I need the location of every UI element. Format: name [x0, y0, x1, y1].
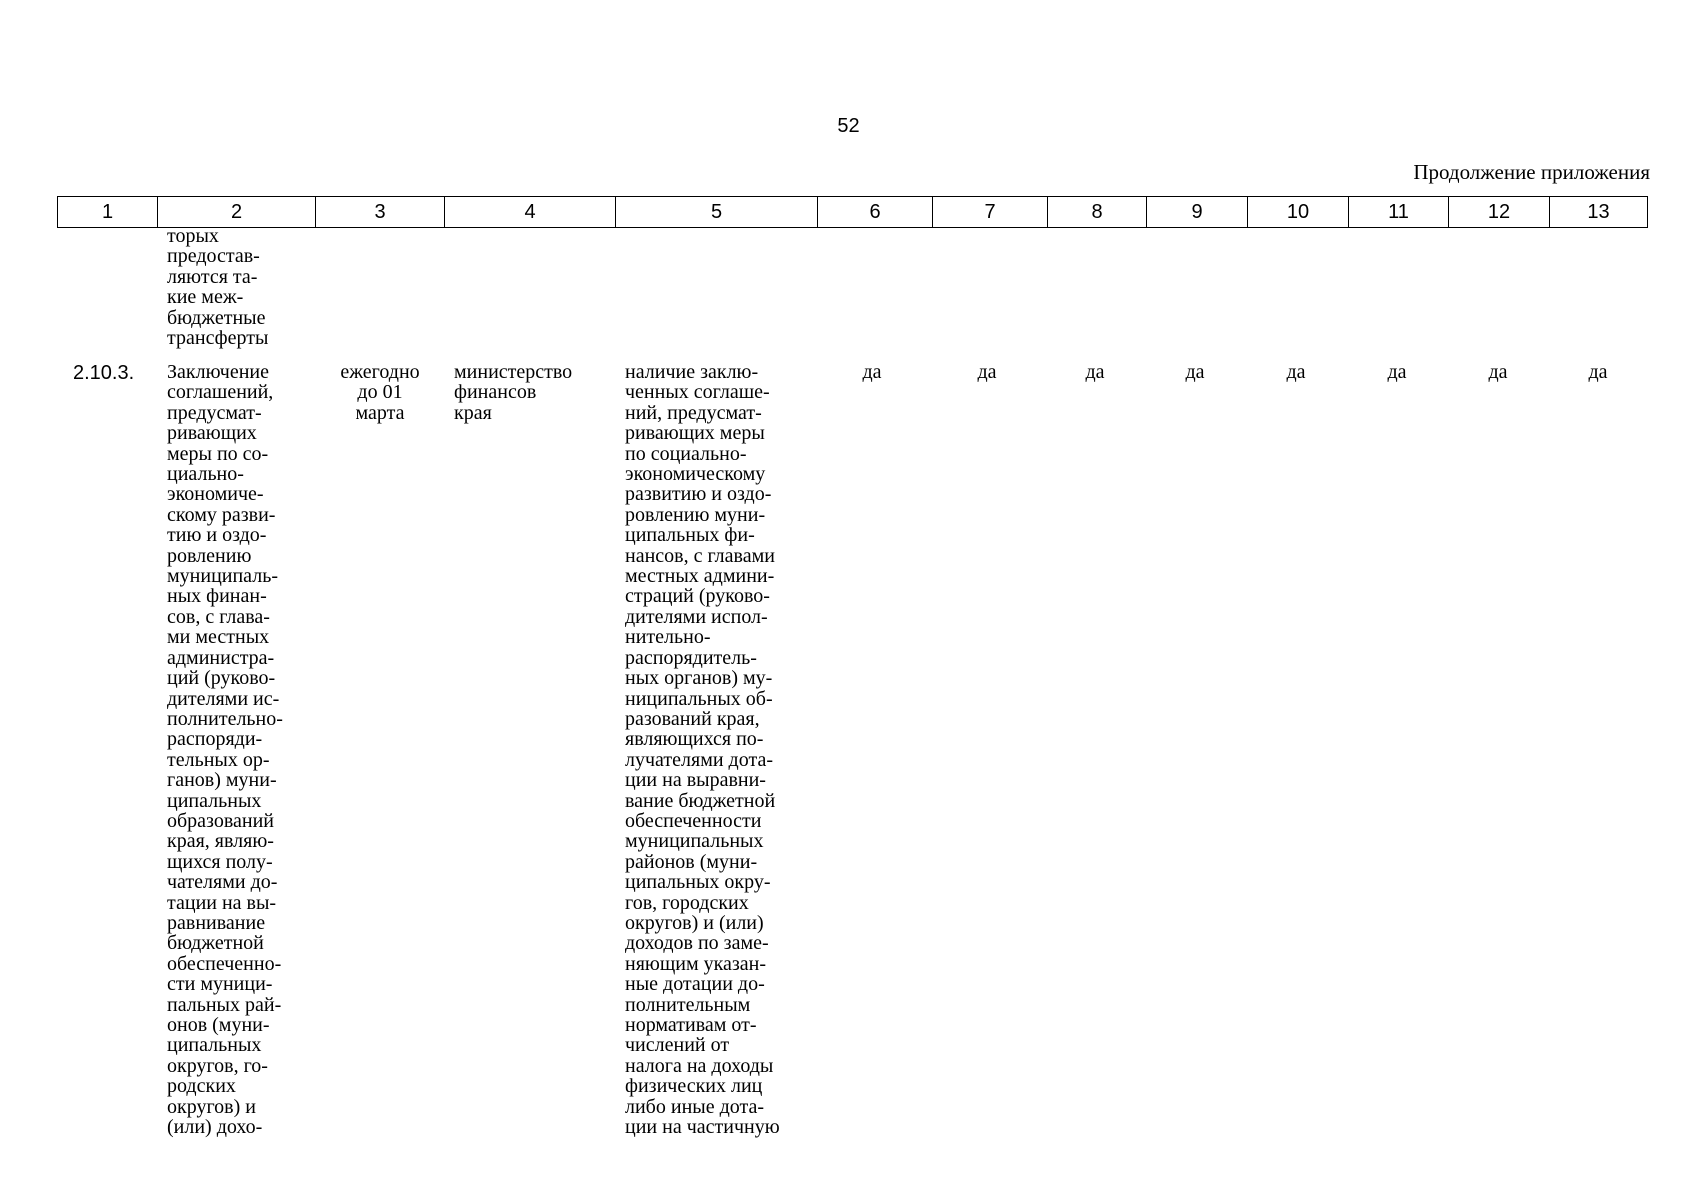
- value-col-9: да: [1185, 361, 1205, 383]
- column-header: 6: [818, 197, 933, 228]
- indicator-description: наличие заклю- ченных соглаше- ний, предусмат- ривающих меры по социально- экономическому развитию и оздо- ровлению муни- ципальных фи- нансов, с главами местных админи- страций (руково- дителями испол- нительно- распорядитель- ных органов) му- ниципальных об- разований края, являющихся по- лучателями дота- ции на выравни- вание бюджетной обеспеченности муниципальных районов (муни- ципальных окру- гов, городских округов) и (или) доходов по заме- няющим указан- ные дотации до- полнительным нормативам от- числений от налога на доходы физических лиц либо иные дота- ции на частичную: [625, 361, 780, 1139]
- column-header: 10: [1248, 197, 1349, 228]
- continuation-label: Продолжение приложения: [1413, 160, 1650, 184]
- column-header: 9: [1147, 197, 1248, 228]
- column-header: 8: [1048, 197, 1147, 228]
- column-header-row: [57, 196, 1648, 228]
- column-header: 2: [158, 197, 316, 228]
- value-col-12: да: [1488, 361, 1508, 383]
- continued-cell-text: торых предостав- ляются та- кие меж- бюджетные трансферты: [167, 225, 269, 350]
- column-header: 12: [1449, 197, 1550, 228]
- value-col-13: да: [1588, 361, 1608, 383]
- value-col-6: да: [862, 361, 882, 383]
- page-number: 52: [837, 115, 860, 137]
- value-col-7: да: [977, 361, 997, 383]
- column-header: 4: [445, 197, 616, 228]
- column-header: 5: [616, 197, 818, 228]
- measure-description: Заключение соглашений, предусмат- ривающих меры по со- циально- экономиче- скому разви- тию и оздо- ровлению муниципаль- ных финан- сов, с глава- ми местных администра- ций (руково- дителями ис- полнительно- распоряди- тельных ор- ганов) муни- ципальных образований края, являю- щихся полу- чателями до- тации на вы- равнивание бюджетной обеспеченно- сти муници- пальных рай- онов (муни- ципальных округов, го- родских округов) и (или) дохо-: [167, 361, 283, 1139]
- column-header: 13: [1550, 197, 1648, 228]
- column-header: 11: [1349, 197, 1449, 228]
- row-number: 2.10.3.: [73, 362, 135, 384]
- column-header: 1: [58, 197, 158, 228]
- deadline: ежегодно до 01 марта: [340, 361, 420, 424]
- responsible-executor: министерство финансов края: [454, 361, 573, 424]
- value-col-10: да: [1286, 361, 1306, 383]
- value-col-8: да: [1085, 361, 1105, 383]
- value-col-11: да: [1387, 361, 1407, 383]
- column-header: 3: [316, 197, 445, 228]
- column-header: 7: [933, 197, 1048, 228]
